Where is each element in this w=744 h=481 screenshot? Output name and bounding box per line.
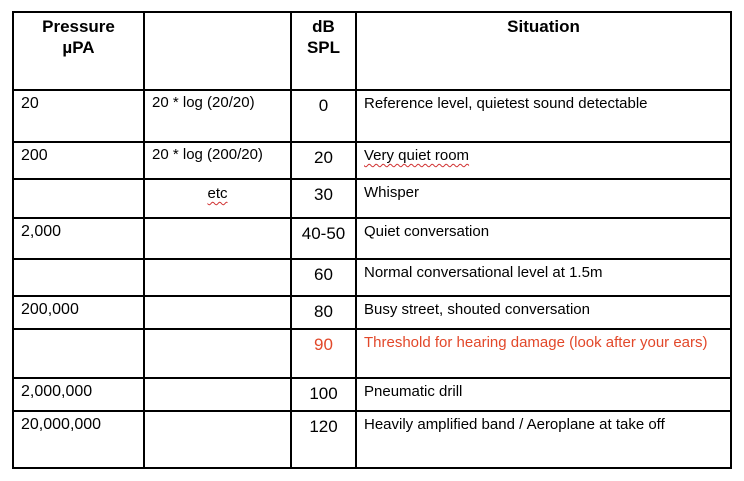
header-pressure-unit: µPA — [62, 38, 95, 57]
pressure-cell — [13, 259, 144, 296]
situation-cell: Reference level, quietest sound detectable — [356, 90, 731, 142]
db-cell: 30 — [291, 179, 356, 218]
table-row — [13, 378, 731, 411]
formula-text: etc — [207, 185, 228, 202]
table-row — [13, 259, 731, 296]
formula-cell — [144, 179, 291, 218]
situation-cell: Normal conversational level at 1.5m — [356, 259, 731, 296]
pressure-cell — [13, 179, 144, 218]
db-cell-warning: 90 — [291, 329, 356, 378]
header-db-label: dB — [312, 17, 335, 36]
pressure-cell: 20,000,000 — [13, 411, 144, 468]
pressure-cell: 200,000 — [13, 296, 144, 329]
pressure-cell: 2,000 — [13, 218, 144, 259]
header-formula — [144, 12, 291, 90]
formula-cell — [144, 329, 291, 378]
db-cell: 0 — [291, 90, 356, 142]
situation-cell: Heavily amplified band / Aeroplane at take off — [356, 411, 731, 468]
situation-text: Very quiet room — [364, 147, 470, 164]
header-db — [291, 12, 356, 90]
header-situation: Situation — [356, 12, 731, 90]
pressure-cell: 200 — [13, 142, 144, 179]
db-cell: 80 — [291, 296, 356, 329]
situation-cell-warning: Threshold for hearing damage (look after your ears) — [356, 329, 731, 378]
table-row — [13, 179, 731, 218]
pressure-cell: 20 — [13, 90, 144, 142]
formula-cell — [144, 259, 291, 296]
db-cell: 120 — [291, 411, 356, 468]
pressure-cell: 2,000,000 — [13, 378, 144, 411]
formula-cell — [144, 378, 291, 411]
sound-level-table — [12, 11, 732, 469]
table-header-row — [13, 12, 731, 90]
situation-cell: Pneumatic drill — [356, 378, 731, 411]
table-row — [13, 142, 731, 179]
db-cell: 100 — [291, 378, 356, 411]
table-row — [13, 411, 731, 468]
table-row — [13, 329, 731, 378]
db-cell: 20 — [291, 142, 356, 179]
header-pressure — [13, 12, 144, 90]
pressure-cell — [13, 329, 144, 378]
table-row — [13, 90, 731, 142]
situation-cell: Quiet conversation — [356, 218, 731, 259]
situation-cell: Busy street, shouted conversation — [356, 296, 731, 329]
formula-cell — [144, 411, 291, 468]
situation-cell — [356, 142, 731, 179]
db-cell: 40-50 — [291, 218, 356, 259]
table-row — [13, 218, 731, 259]
situation-cell: Whisper — [356, 179, 731, 218]
formula-cell — [144, 218, 291, 259]
header-pressure-label: Pressure — [42, 17, 115, 36]
formula-cell: 20 * log (200/20) — [144, 142, 291, 179]
header-db-unit: SPL — [306, 38, 341, 57]
table-row — [13, 296, 731, 329]
formula-cell — [144, 296, 291, 329]
formula-cell: 20 * log (20/20) — [144, 90, 291, 142]
db-cell: 60 — [291, 259, 356, 296]
